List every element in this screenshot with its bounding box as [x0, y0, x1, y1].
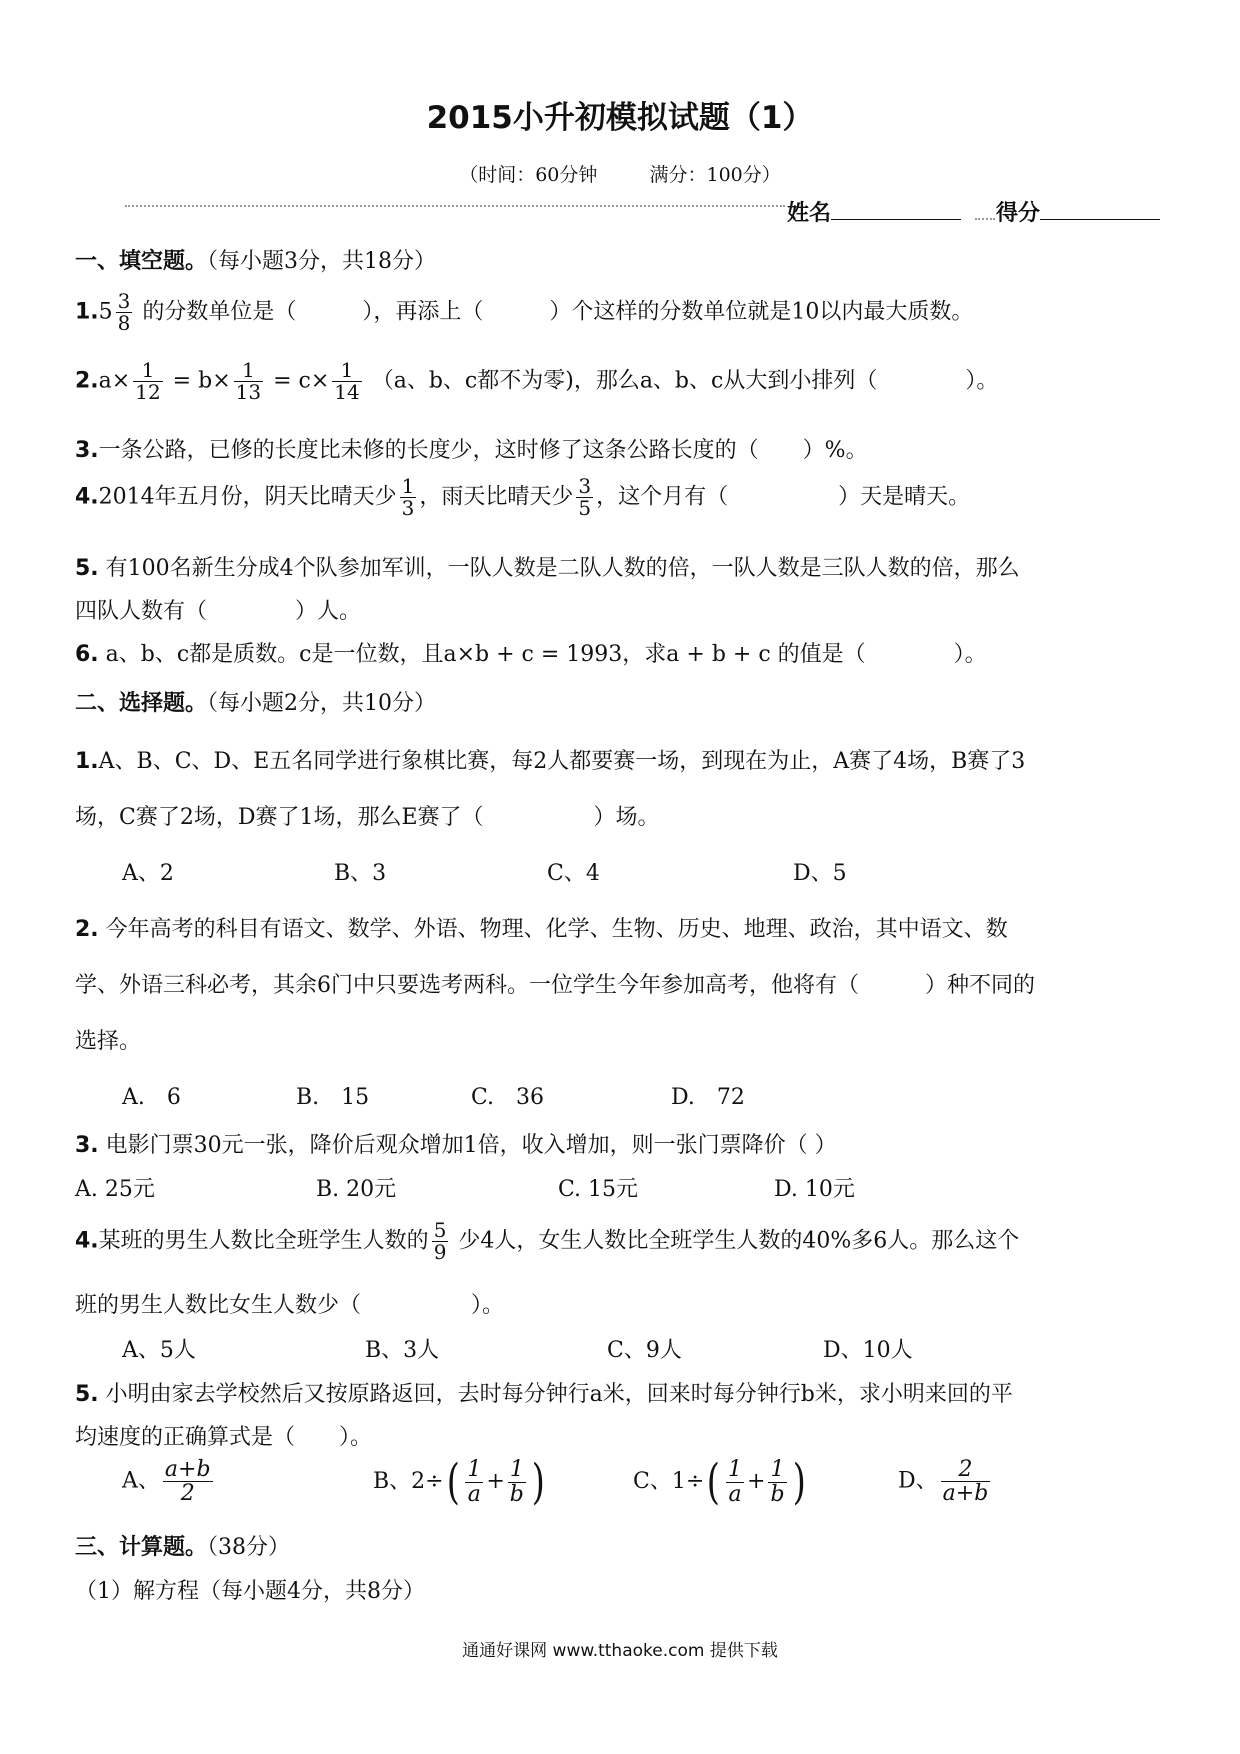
- s2-question-4-line2: 班的男生人数比女生人数少（ ）。: [75, 1293, 505, 1318]
- exam-info: [0, 160, 1240, 187]
- s1-question-4: 4.2014年五月份，阴天比晴天少 $\frac{1}{3}$ ，雨天比晴天少 $\frac{3}{5}$ ，这个月有（ ）天是晴天。: [75, 474, 971, 520]
- section2-heading: 二、选择题。（每小题2分，共10分）: [75, 691, 437, 716]
- s1-question-5-line2: 四队人数有（ ）人。: [75, 599, 362, 624]
- s2-q5-option-b: B、2÷( $\frac{1}{a}$ + $\frac{1}{b}$ ): [373, 1454, 545, 1510]
- s2-q5-option-d: D、 $\frac{2}{a+b}$: [898, 1457, 989, 1507]
- s2-q1-option-c: C、4: [547, 861, 600, 886]
- s2-q3-option-a: A. 25元: [75, 1177, 155, 1202]
- full-score-info: 满分：100分）: [649, 164, 781, 186]
- s2-q4-option-b: B、3人: [365, 1338, 440, 1363]
- s1-question-3: 3.一条公路，已修的长度比未修的长度少，这时修了这条公路长度的（ ）%。: [75, 438, 868, 463]
- s2-q3-option-b: B. 20元: [316, 1177, 397, 1202]
- s2-question-5-line2: 均速度的正确算式是（ ）。: [75, 1425, 373, 1450]
- score-field[interactable]: [996, 196, 1160, 227]
- s2-question-4: 4.某班的男生人数比全班学生人数的 $\frac{5}{9}$ 少4人，女生人数比全班学生人数的40%多6人。那么这个: [75, 1218, 1020, 1264]
- s1-question-2: 2.a× $\frac{1}{12}$ = b× $\frac{1}{13}$ = c× $\frac{1}{14}$ （a、b、c都不为零)，那么a、b、c从大到小排列（ ）。: [75, 358, 999, 404]
- name-label: 姓名: [787, 201, 832, 226]
- name-field[interactable]: [787, 196, 961, 227]
- s2-q2-option-c: C. 36: [471, 1085, 545, 1110]
- s2-q4-option-d: D、10人: [823, 1338, 913, 1363]
- s2-question-1-line2: 场，C赛了2场，D赛了1场，那么E赛了（ ）场。: [75, 805, 660, 830]
- s2-q1-option-a: A、2: [122, 861, 174, 886]
- time-info: （时间：60分钟: [459, 164, 598, 186]
- separator-dotted: [125, 205, 785, 207]
- s2-question-2: 2. 今年高考的科目有语文、数学、外语、物理、化学、生物、历史、地理、政治，其中语文、数: [75, 917, 1008, 942]
- s2-question-5: 5. 小明由家去学校然后又按原路返回，去时每分钟行a米，回来时每分钟行b米，求小明来回的平: [75, 1382, 1013, 1407]
- s2-question-3: 3. 电影门票30元一张，降价后观众增加1倍，收入增加，则一张门票降价（ ）: [75, 1133, 837, 1158]
- s2-q3-option-c: C. 15元: [558, 1177, 639, 1202]
- section1-heading: 一、填空题。（每小题3分，共18分）: [75, 249, 437, 274]
- footer-credit: 通通好课网 www.tthaoke.com 提供下载: [462, 1641, 778, 1661]
- s1-question-6: 6. a、b、c都是质数。c是一位数，且a×b + c = 1993，求a + b + c 的值是（ ）。: [75, 642, 987, 667]
- page-title: 2015小升初模拟试题（1）: [426, 100, 814, 136]
- s2-question-2-line2: 学、外语三科必考，其余6门中只要选考两科。一位学生今年参加高考，他将有（ ）种不同的: [75, 973, 1036, 998]
- score-label: 得分: [996, 201, 1041, 226]
- s2-q1-option-b: B、3: [334, 861, 387, 886]
- s1-question-1: 1.5 $\frac{3}{8}$ 的分数单位是（ ），再添上（ ）个这样的分数单位就是10以内最大质数。: [75, 289, 974, 335]
- s2-question-1: 1.A、B、C、D、E五名同学进行象棋比赛，每2人都要赛一场，到现在为止，A赛了4场，B赛了3: [75, 749, 1026, 774]
- s2-q5-option-c: C、1÷( $\frac{1}{a}$ + $\frac{1}{b}$ ): [633, 1454, 806, 1510]
- s2-q3-option-d: D. 10元: [774, 1177, 855, 1202]
- s2-q5-option-a: A、 $\frac{a+b}{2}$: [122, 1457, 211, 1507]
- s2-q2-option-b: B. 15: [296, 1085, 370, 1110]
- s2-question-2-line3: 选择。: [75, 1029, 142, 1054]
- s2-q4-option-c: C、9人: [607, 1338, 682, 1363]
- s1-question-5: 5. 有100名新生分成4个队参加军训，一队人数是二队人数的倍，一队人数是三队人数的倍，那么: [75, 556, 1020, 581]
- s2-q1-option-d: D、5: [793, 861, 847, 886]
- s2-q2-option-a: A. 6: [122, 1085, 181, 1110]
- s2-q4-option-a: A、5人: [122, 1338, 196, 1363]
- s2-q2-option-d: D. 72: [671, 1085, 745, 1110]
- section3-heading: 三、计算题。（38分）: [75, 1535, 291, 1560]
- section3-sub1: （1）解方程（每小题4分，共8分）: [75, 1579, 425, 1604]
